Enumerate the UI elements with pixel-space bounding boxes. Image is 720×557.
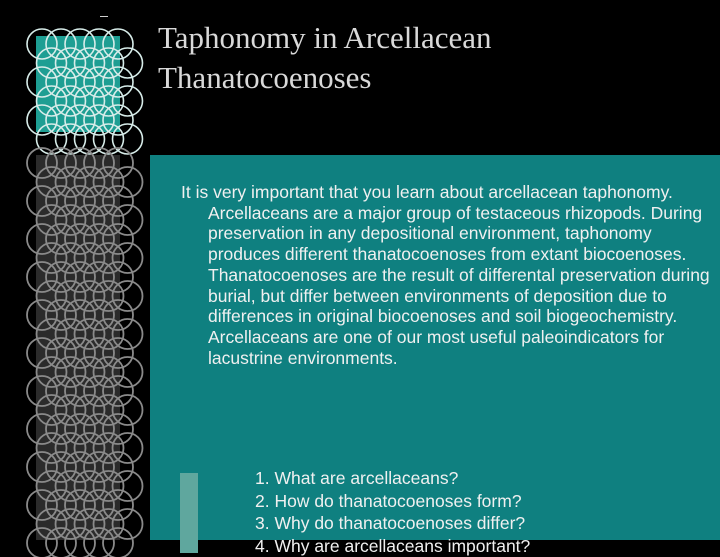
pattern-circle [75,509,105,539]
accent-bar [180,473,198,553]
pattern-circle [84,338,114,368]
pattern-circle [113,357,143,387]
pattern-circle [84,105,114,135]
pattern-circle [94,86,124,116]
pattern-circle [84,262,114,292]
pattern-circle [27,186,57,216]
pattern-circle [65,376,95,406]
pattern-circle [65,29,95,59]
pattern-circle [65,452,95,482]
pattern-circle [84,452,114,482]
pattern-circle [27,452,57,482]
question-list [255,467,530,557]
pattern-circle [84,148,114,178]
pattern-circle [75,395,105,425]
pattern-circle [46,452,76,482]
pattern-circle [84,490,114,520]
pattern-circle [56,281,86,311]
title-line-2: Thanatocoenoses [158,58,698,98]
pattern-circle [103,300,133,330]
pattern-circle [46,186,76,216]
pattern-circle [84,224,114,254]
pattern-circle [65,338,95,368]
pattern-circle [103,105,133,135]
pattern-circle [75,281,105,311]
pattern-circle [56,357,86,387]
pattern-circle [75,124,105,154]
pattern-circle [94,281,124,311]
pattern-circle [46,29,76,59]
pattern-circle [46,376,76,406]
pattern-circle [94,319,124,349]
pattern-circle [27,262,57,292]
pattern-circle [113,124,143,154]
pattern-circle [75,86,105,116]
pattern-circle [27,414,57,444]
pattern-circle [103,490,133,520]
pattern-circle [84,414,114,444]
pattern-circle [56,471,86,501]
pattern-circle [113,205,143,235]
pattern-circle [37,433,67,463]
pattern-circle [75,357,105,387]
pattern-circle [94,243,124,273]
pattern-circle [113,433,143,463]
pattern-circle [75,167,105,197]
pattern-circle [27,528,57,557]
pattern-circle [46,490,76,520]
content-panel [150,155,720,540]
pattern-circle [94,395,124,425]
pattern-circle [94,509,124,539]
pattern-circle [65,67,95,97]
pattern-circle [56,86,86,116]
pattern-circle [75,319,105,349]
pattern-circle [94,167,124,197]
pattern-circle [56,167,86,197]
pattern-circle [65,224,95,254]
pattern-circle [94,48,124,78]
pattern-circle [46,414,76,444]
pattern-circle [56,48,86,78]
pattern-circle [46,148,76,178]
pattern-circle [27,67,57,97]
pattern-circle [56,124,86,154]
question-item: 3. Why do thanatocoenoses differ? [255,512,530,535]
pattern-circle [75,433,105,463]
pattern-circle [103,414,133,444]
pattern-circle [113,281,143,311]
pattern-circle [113,471,143,501]
pattern-circle [27,105,57,135]
pattern-circle [75,471,105,501]
pattern-circle [46,105,76,135]
pattern-circle [75,48,105,78]
question-item: 2. How do thanatocoenoses form? [255,490,530,513]
pattern-circle [37,471,67,501]
pattern-circle [84,300,114,330]
pattern-circle [56,243,86,273]
pattern-circle [65,300,95,330]
pattern-circle [37,86,67,116]
pattern-circle [65,490,95,520]
pattern-circle [103,376,133,406]
slide-title [158,18,698,98]
pattern-circle [56,433,86,463]
pattern-circle [94,357,124,387]
body-paragraph: It is very important that you learn about arcellacean taphonomy. Arcellaceans are a major group of testaceous rhizopods. During preservation in any depositional environment, taphonomy produces different thanatocoenoses from extant biocoenoses. Thanatocoenoses are the result of differental preservation during burial, but differ between environments of deposition due to differences in original biocoenoses and soil biogeochemistry. Arcellaceans are one of our most useful paleoindicators for lacustrine environments. [181,182,713,368]
pattern-circle [113,48,143,78]
pattern-circle [84,376,114,406]
pattern-circle [103,29,133,59]
pattern-circle [37,509,67,539]
pattern-circle [37,167,67,197]
pattern-circle [75,243,105,273]
pattern-circle [113,319,143,349]
pattern-circle [56,509,86,539]
circles-pattern-gray [36,155,120,540]
pattern-circle [37,243,67,273]
pattern-circle [94,471,124,501]
pattern-circle [56,205,86,235]
pattern-circle [113,86,143,116]
pattern-circle [46,338,76,368]
pattern-circle [37,205,67,235]
pattern-circle [46,300,76,330]
pattern-circle [56,395,86,425]
pattern-circle [65,186,95,216]
pattern-circle [103,262,133,292]
pattern-circle [94,433,124,463]
pattern-circle [94,124,124,154]
pattern-circle [94,205,124,235]
pattern-circle [84,29,114,59]
pattern-circle [46,67,76,97]
pattern-circle [65,148,95,178]
pattern-circle [103,148,133,178]
pattern-circle [113,167,143,197]
pattern-circle [37,319,67,349]
pattern-circle [103,67,133,97]
circles-pattern-teal [36,36,120,132]
pattern-circle [113,395,143,425]
question-item: 1. What are arcellaceans? [255,467,530,490]
pattern-circle [27,490,57,520]
pattern-circle [65,105,95,135]
pattern-circle [27,300,57,330]
pattern-circle [84,67,114,97]
pattern-circle [65,262,95,292]
pattern-circle [37,281,67,311]
pattern-circle [103,338,133,368]
pattern-circle [103,528,133,557]
question-item: 4. Why are arcellaceans important? [255,535,530,557]
pattern-circle [75,205,105,235]
pattern-circle [46,224,76,254]
pattern-circle [46,262,76,292]
pattern-circle [103,186,133,216]
pattern-circle [27,338,57,368]
pattern-circle [37,395,67,425]
pattern-circle [56,319,86,349]
pattern-circle [103,452,133,482]
pattern-circle [27,29,57,59]
pattern-circle [103,224,133,254]
pattern-circle [113,243,143,273]
pattern-circle [27,224,57,254]
title-line-1: Taphonomy in Arcellacean [158,18,698,58]
pattern-circle [113,509,143,539]
pattern-circle [37,124,67,154]
pattern-circle [37,357,67,387]
pattern-circle [65,528,95,557]
pattern-circle [84,528,114,557]
pattern-circle [27,376,57,406]
pattern-circle [37,48,67,78]
pattern-circle [27,148,57,178]
pattern-circle [65,414,95,444]
pattern-circle [84,186,114,216]
corner-tick [100,16,108,17]
pattern-circle [46,528,76,557]
